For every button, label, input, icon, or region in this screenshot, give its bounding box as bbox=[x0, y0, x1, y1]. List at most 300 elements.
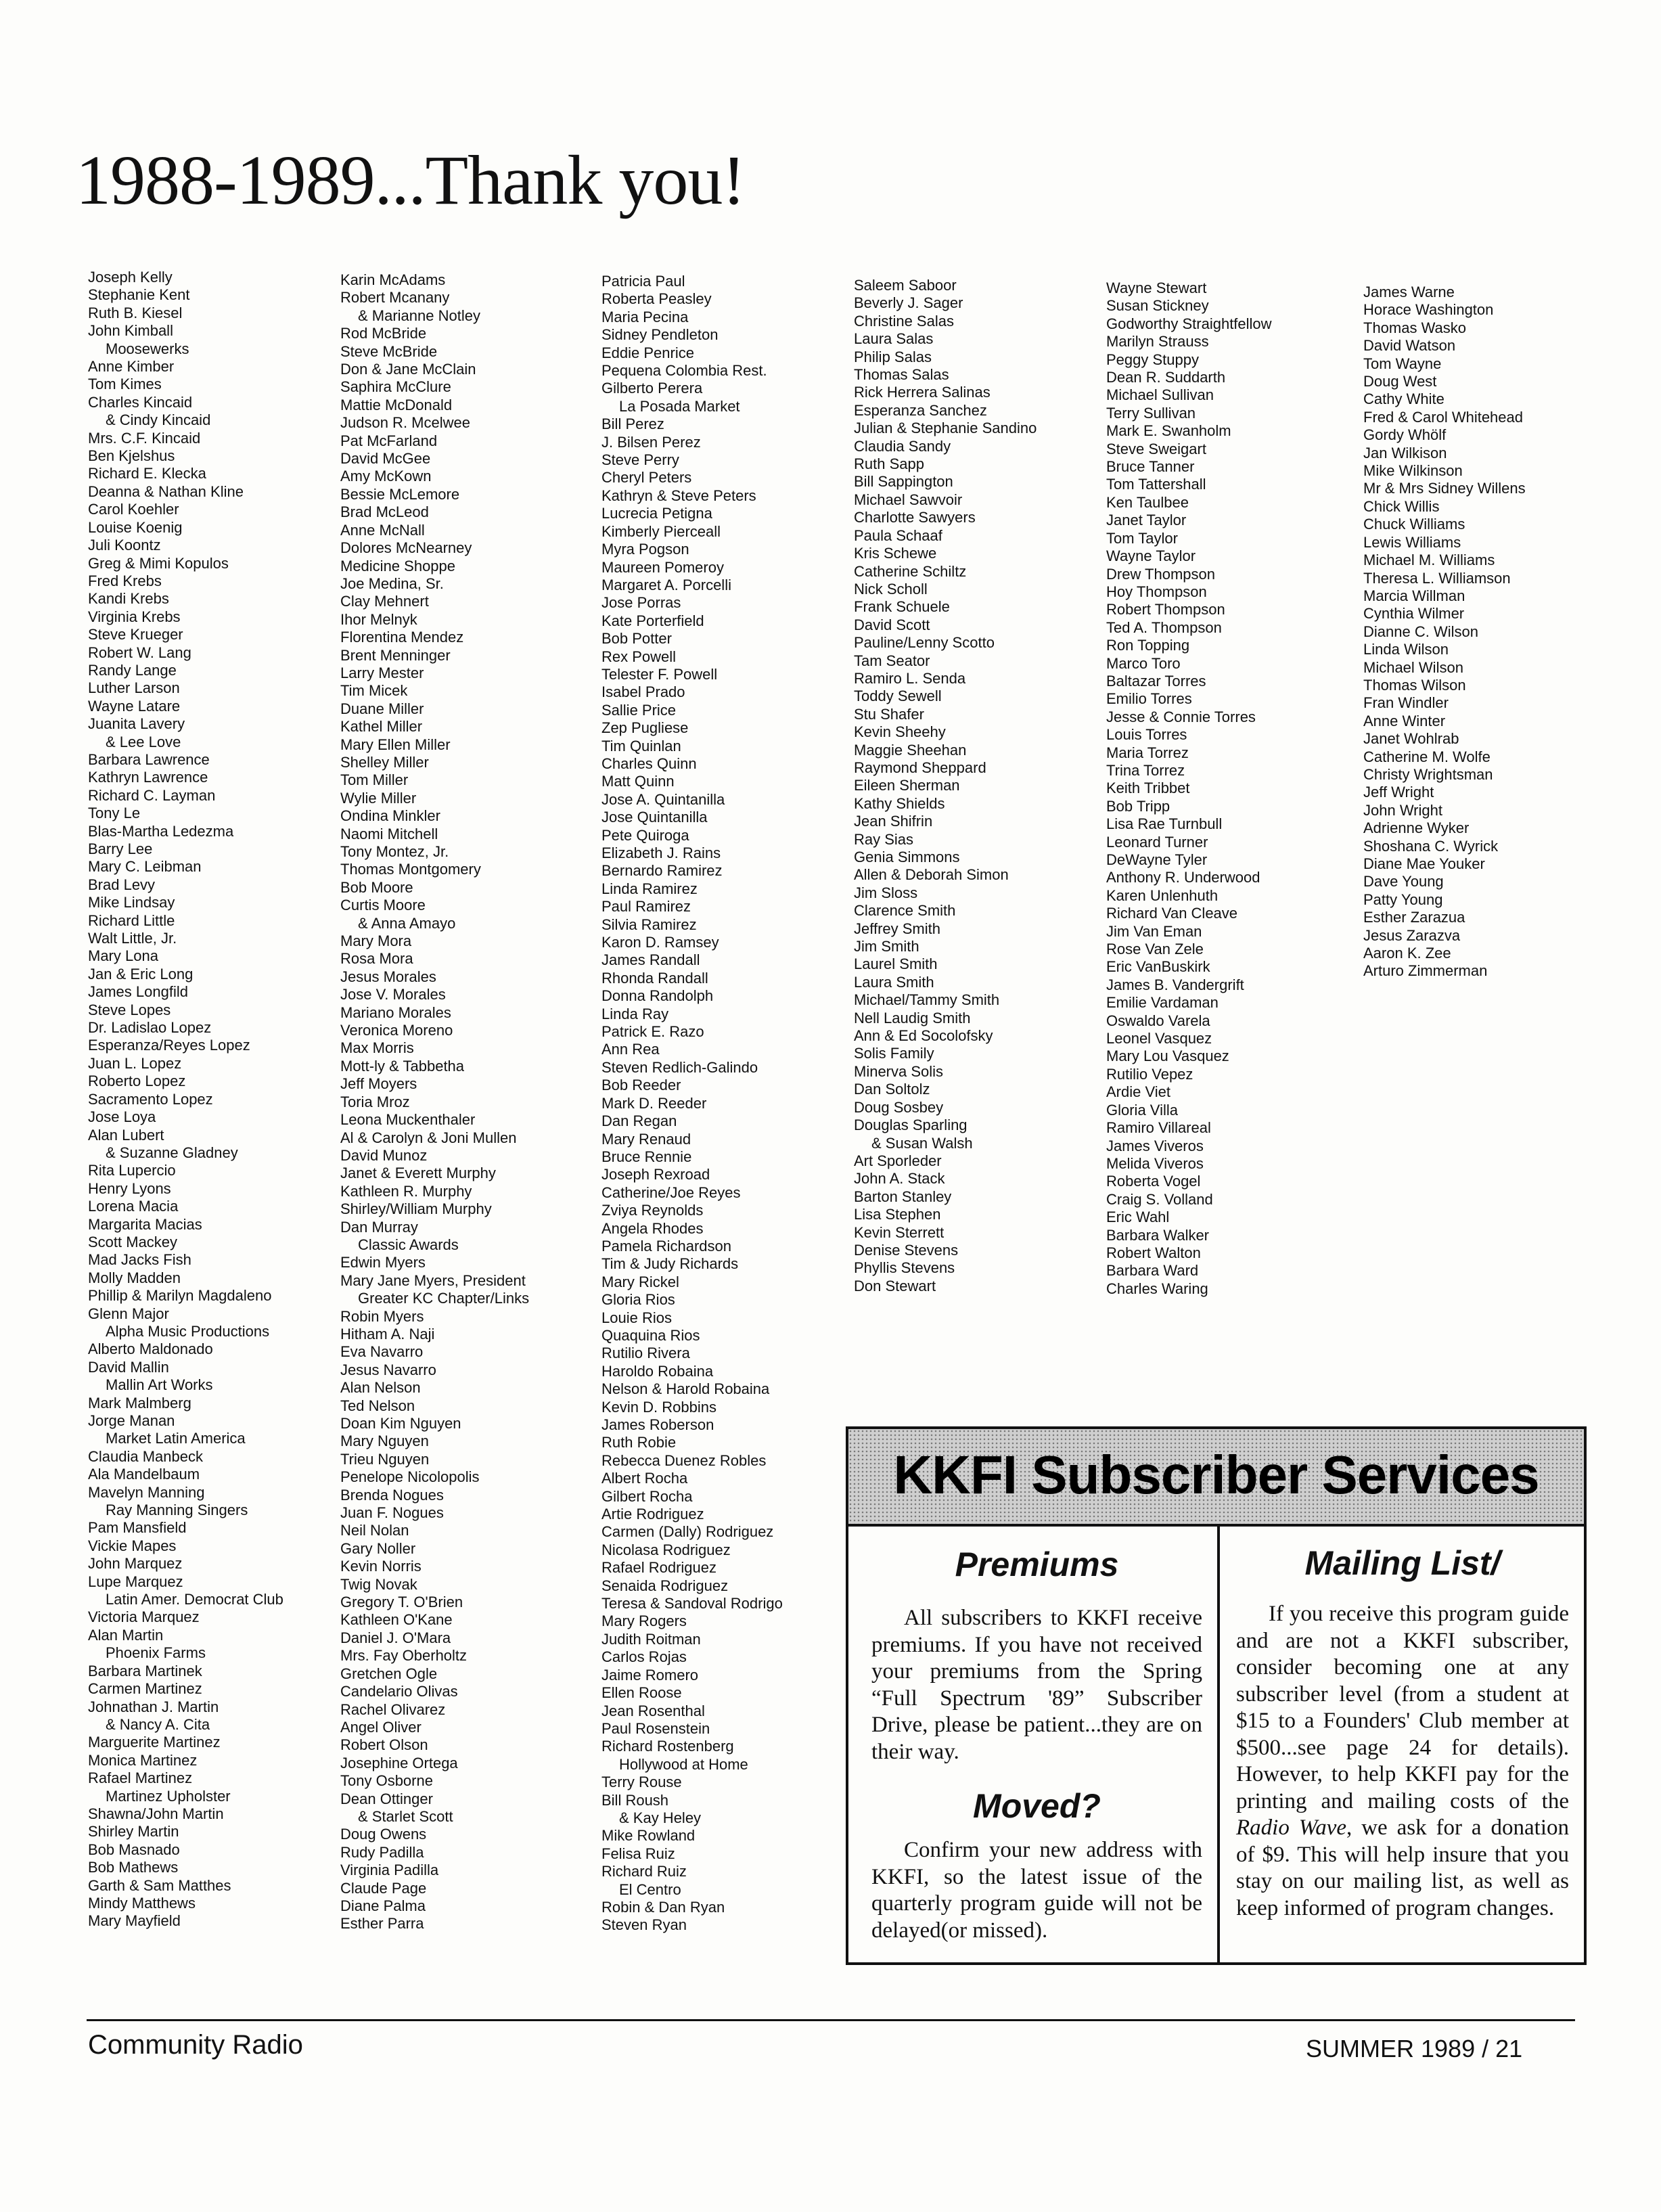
donor-name: Thomas Wilson bbox=[1363, 676, 1466, 694]
donor-name: Mary Mora bbox=[340, 932, 412, 950]
donor-name: Tam Seator bbox=[854, 652, 930, 669]
donor-name: Richard Little bbox=[88, 911, 175, 929]
donor-name: Catherine Schiltz bbox=[854, 562, 967, 580]
donor-name: Minerva Solis bbox=[854, 1062, 944, 1080]
donor-name: Edwin Myers bbox=[340, 1254, 426, 1271]
donor-name: El Centro bbox=[619, 1880, 681, 1898]
donor-name: Jose Quintanilla bbox=[601, 809, 708, 826]
donor-name: Steve Perry bbox=[601, 451, 679, 469]
donor-name: Mary Rickel bbox=[601, 1273, 679, 1290]
donor-name: Barry Lee bbox=[88, 840, 153, 857]
donor-name: Catherine/Joe Reyes bbox=[601, 1183, 741, 1201]
donor-name: Jaime Romero bbox=[601, 1666, 699, 1684]
donor-name: Kathryn & Steve Peters bbox=[601, 487, 756, 504]
donor-name: Ihor Melnyk bbox=[340, 610, 417, 628]
donor-name: Rutilio Rivera bbox=[601, 1345, 690, 1362]
donor-name: & Nancy A. Cita bbox=[106, 1715, 210, 1733]
donor-name: Rachel Olivarez bbox=[340, 1700, 446, 1718]
donor-name: Rosa Mora bbox=[340, 950, 413, 968]
donor-name: Ann Rea bbox=[601, 1041, 660, 1058]
donor-name: & Marianne Notley bbox=[358, 307, 480, 324]
donor-name: Mark D. Reeder bbox=[601, 1094, 707, 1112]
donor-name: Vickie Mapes bbox=[88, 1537, 177, 1554]
donor-name: James B. Vandergrift bbox=[1106, 976, 1244, 993]
donor-name: Robin & Dan Ryan bbox=[601, 1898, 725, 1916]
donor-name: Barbara Martinek bbox=[88, 1662, 202, 1679]
donor-name: Arturo Zimmerman bbox=[1363, 962, 1488, 980]
donor-name: Quaquina Rios bbox=[601, 1326, 700, 1344]
donor-name: Diane Mae Youker bbox=[1363, 855, 1485, 872]
donor-name: Roberta Vogel bbox=[1106, 1173, 1201, 1190]
donor-name: Mallin Art Works bbox=[106, 1376, 213, 1394]
donor-name: Chuck Williams bbox=[1363, 516, 1465, 533]
donor-name: Angela Rhodes bbox=[601, 1219, 704, 1237]
donor-name: Charlotte Sawyers bbox=[854, 509, 976, 526]
donor-name: Phoenix Farms bbox=[106, 1644, 206, 1662]
donor-name: Ray Manning Singers bbox=[106, 1502, 248, 1519]
donor-name: Mrs. Fay Oberholtz bbox=[340, 1647, 468, 1665]
donor-name: Ellen Roose bbox=[601, 1684, 682, 1702]
donor-name: Maria Pecina bbox=[601, 308, 689, 325]
donor-name: Emilie Vardaman bbox=[1106, 994, 1219, 1012]
donor-name: Randy Lange bbox=[88, 661, 177, 679]
donor-name: Bob Moore bbox=[340, 878, 413, 896]
mailing-list-text bbox=[1236, 1601, 1569, 1922]
donor-name: Artie Rodriguez bbox=[601, 1506, 704, 1523]
donor-name: Rutilio Vepez bbox=[1106, 1065, 1193, 1083]
donor-name: Wylie Miller bbox=[340, 789, 417, 807]
donor-name: Bill Sappington bbox=[854, 473, 953, 491]
donor-name: Cynthia Wilmer bbox=[1363, 605, 1465, 623]
donor-name: Drew Thompson bbox=[1106, 565, 1215, 583]
donor-name: Michael Wilson bbox=[1363, 658, 1463, 676]
donor-name: Silvia Ramirez bbox=[601, 916, 697, 933]
donor-name: Matt Quinn bbox=[601, 773, 675, 790]
donor-name: Linda Wilson bbox=[1363, 641, 1449, 658]
donor-name: Nicolasa Rodriguez bbox=[601, 1541, 731, 1558]
moved-heading: Moved? bbox=[973, 1787, 1101, 1825]
donor-name: Pat McFarland bbox=[340, 432, 438, 449]
donor-name: Bill Perez bbox=[601, 415, 664, 433]
donor-name: Fred Krebs bbox=[88, 572, 162, 589]
donor-name: Zep Pugliese bbox=[601, 719, 689, 737]
donor-name: Joseph Kelly bbox=[88, 269, 173, 286]
donor-name: Gloria Rios bbox=[601, 1291, 675, 1309]
donor-name: Ron Topping bbox=[1106, 637, 1190, 654]
donor-name: Florentina Mendez bbox=[340, 629, 464, 646]
donor-name: Luther Larson bbox=[88, 679, 180, 697]
donor-name: Tony Montez, Jr. bbox=[340, 843, 449, 860]
donor-name: Alan Lubert bbox=[88, 1126, 164, 1144]
donor-name: Gordy Whölf bbox=[1363, 426, 1447, 444]
donor-name: Martinez Upholster bbox=[106, 1787, 231, 1805]
donor-name: Ramiro L. Senda bbox=[854, 669, 966, 687]
donor-name: Denise Stevens bbox=[854, 1241, 959, 1259]
donor-name: Louie Rios bbox=[601, 1309, 672, 1326]
donor-name: Clay Mehnert bbox=[340, 593, 429, 610]
donor-name: Joe Medina, Sr. bbox=[340, 574, 444, 592]
donor-name: Jan Wilkison bbox=[1363, 444, 1447, 461]
donor-name: Esperanza Sanchez bbox=[854, 401, 987, 419]
donor-name: Karon D. Ramsey bbox=[601, 934, 719, 951]
donor-name: Molly Madden bbox=[88, 1269, 181, 1286]
donor-name: Ardie Viet bbox=[1106, 1083, 1170, 1101]
donor-name: Bruce Tanner bbox=[1106, 458, 1195, 476]
donor-name: Michael M. Williams bbox=[1363, 551, 1495, 569]
donor-name: Bruce Rennie bbox=[601, 1148, 692, 1165]
donor-name: John Wright bbox=[1363, 801, 1442, 819]
donor-name: J. Bilsen Perez bbox=[601, 433, 701, 451]
moved-text: Confirm your new address with KKFI, so the latest issue of the quarterly program guide will not be delayed(or missed). bbox=[871, 1838, 1202, 1943]
donor-name: Juanita Lavery bbox=[88, 715, 185, 733]
donor-name: Christy Wrightsman bbox=[1363, 765, 1493, 783]
donor-name: Jeffrey Smith bbox=[854, 920, 940, 937]
donor-name: Kathleen O'Kane bbox=[340, 1611, 453, 1629]
donor-name: Bob Masnado bbox=[88, 1841, 180, 1858]
donor-name: Market Latin America bbox=[106, 1430, 246, 1447]
donor-name: Blas-Martha Ledezma bbox=[88, 822, 234, 840]
donor-name: Judson R. Mcelwee bbox=[340, 414, 470, 432]
donor-name: Thomas Wasko bbox=[1363, 319, 1467, 336]
donor-name: Rita Lupercio bbox=[88, 1162, 176, 1179]
donor-name: Kevin Sheehy bbox=[854, 723, 946, 741]
donor-name: Maureen Pomeroy bbox=[601, 558, 724, 576]
subscriber-services-box bbox=[846, 1426, 1587, 1965]
donor-name: Tom Miller bbox=[340, 771, 409, 789]
donor-name: Neil Nolan bbox=[340, 1522, 409, 1539]
donor-name: Doug West bbox=[1363, 373, 1437, 390]
donor-name: Dave Young bbox=[1363, 873, 1444, 890]
mailing-list-section bbox=[1220, 1524, 1584, 1962]
donor-name: Charles Kincaid bbox=[88, 393, 193, 411]
donor-name: Patricia Paul bbox=[601, 273, 685, 290]
donor-name: Josephine Ortega bbox=[340, 1754, 458, 1771]
donor-name: Bill Roush bbox=[601, 1791, 669, 1809]
donor-name: Charles Waring bbox=[1106, 1280, 1208, 1297]
donor-name: Richard E. Klecka bbox=[88, 465, 206, 482]
donor-name: Christine Salas bbox=[854, 312, 954, 330]
donor-name: & Starlet Scott bbox=[358, 1807, 453, 1825]
donor-name: Bessie McLemore bbox=[340, 485, 460, 503]
donor-name: James Longfild bbox=[88, 983, 188, 1001]
donor-name: Terry Sullivan bbox=[1106, 404, 1196, 422]
donor-name: Allen & Deborah Simon bbox=[854, 866, 1009, 884]
donor-name: Moosewerks bbox=[106, 340, 189, 357]
donor-name: Mary Renaud bbox=[601, 1130, 691, 1148]
donor-name: Marco Toro bbox=[1106, 654, 1181, 672]
donor-name: Marcia Willman bbox=[1363, 587, 1465, 604]
donor-name: Brad McLeod bbox=[340, 503, 429, 521]
donor-name: Senaida Rodriguez bbox=[601, 1577, 729, 1594]
donor-name: Mariano Morales bbox=[340, 1003, 451, 1021]
donor-name: Mr & Mrs Sidney Willens bbox=[1363, 480, 1526, 497]
donor-name: Mary Ellen Miller bbox=[340, 736, 451, 753]
donor-name: Richard Ruiz bbox=[601, 1863, 687, 1880]
donor-name: Rebecca Duenez Robles bbox=[601, 1451, 767, 1469]
donor-name: Robert Mcanany bbox=[340, 289, 450, 307]
donor-name: Alberto Maldonado bbox=[88, 1340, 213, 1358]
donor-name: Jose V. Morales bbox=[340, 986, 446, 1003]
donor-name: Doug Owens bbox=[340, 1826, 427, 1843]
donor-name: Lisa Rae Turnbull bbox=[1106, 815, 1223, 833]
donor-name: Richard C. Layman bbox=[88, 786, 216, 804]
donor-name: Shawna/John Martin bbox=[88, 1805, 224, 1822]
donor-name: Eva Navarro bbox=[340, 1343, 424, 1361]
donor-name: Kimberly Pierceall bbox=[601, 522, 721, 540]
donor-name: Telester F. Powell bbox=[601, 665, 718, 683]
donor-name: Paul Rosenstein bbox=[601, 1719, 710, 1737]
donor-name: Greater KC Chapter/Links bbox=[358, 1290, 530, 1307]
donor-name: Juan L. Lopez bbox=[88, 1054, 182, 1072]
donor-name: James Roberson bbox=[601, 1416, 714, 1433]
donor-name: Brenda Nogues bbox=[340, 1486, 444, 1504]
donor-name: Leonard Turner bbox=[1106, 833, 1208, 851]
donor-name: Mark Malmberg bbox=[88, 1394, 191, 1412]
donor-name: Carmen Martinez bbox=[88, 1680, 202, 1698]
donor-name: Pam Mansfield bbox=[88, 1519, 187, 1537]
donor-name: Wayne Latare bbox=[88, 697, 181, 715]
donor-name: Daniel J. O'Mara bbox=[340, 1629, 451, 1646]
donor-name: James Viveros bbox=[1106, 1137, 1204, 1154]
donor-name: Mattie McDonald bbox=[340, 396, 453, 413]
donor-name: Thomas Salas bbox=[854, 366, 949, 384]
donor-name: Albert Rocha bbox=[601, 1470, 688, 1487]
donor-name: Trina Torrez bbox=[1106, 761, 1185, 779]
donor-name: Mark E. Swanholm bbox=[1106, 422, 1231, 440]
donor-name: David McGee bbox=[340, 450, 431, 468]
donor-name: Wayne Stewart bbox=[1106, 279, 1207, 296]
donor-name: Dan Murray bbox=[340, 1218, 418, 1236]
donor-name: Marilyn Strauss bbox=[1106, 333, 1209, 351]
donor-name: Dean Ottinger bbox=[340, 1790, 433, 1807]
donor-name: Alan Martin bbox=[88, 1626, 164, 1644]
donor-name: Oswaldo Varela bbox=[1106, 1012, 1210, 1029]
donor-name: Mavelyn Manning bbox=[88, 1483, 205, 1501]
donor-name: Cheryl Peters bbox=[601, 469, 692, 487]
donor-name: Robin Myers bbox=[340, 1307, 424, 1325]
donor-column-2 bbox=[340, 271, 529, 1933]
donor-name: Richard Van Cleave bbox=[1106, 905, 1238, 922]
donor-name: Dolores McNearney bbox=[340, 539, 472, 557]
donor-name: Haroldo Robaina bbox=[601, 1362, 714, 1380]
donor-name: Fred & Carol Whitehead bbox=[1363, 408, 1523, 426]
donor-name: DeWayne Tyler bbox=[1106, 851, 1208, 868]
donor-name: Emilio Torres bbox=[1106, 690, 1192, 708]
donor-name: Pete Quiroga bbox=[601, 826, 689, 844]
donor-name: Margaret A. Porcelli bbox=[601, 576, 731, 593]
donor-name: Doan Kim Nguyen bbox=[340, 1415, 461, 1432]
donor-name: Kevin Norris bbox=[340, 1558, 422, 1575]
donor-name: Barbara Ward bbox=[1106, 1262, 1199, 1280]
donor-column-3 bbox=[601, 273, 783, 1935]
donor-name: Mary Rogers bbox=[601, 1612, 687, 1630]
subscriber-services-header bbox=[848, 1429, 1584, 1527]
donor-name: Bob Tripp bbox=[1106, 797, 1170, 815]
donor-name: Dan Regan bbox=[601, 1112, 677, 1130]
donor-name: Mary Lona bbox=[88, 947, 158, 965]
donor-name: Mary Lou Vasquez bbox=[1106, 1047, 1229, 1065]
donor-name: Clarence Smith bbox=[854, 902, 956, 920]
donor-name: Steve McBride bbox=[340, 342, 438, 360]
donor-name: Curtis Moore bbox=[340, 897, 426, 914]
donor-name: Jose A. Quintanilla bbox=[601, 790, 725, 808]
donor-name: Ruth Robie bbox=[601, 1434, 677, 1451]
donor-name: Walt Little, Jr. bbox=[88, 930, 177, 947]
donor-name: Max Morris bbox=[340, 1039, 414, 1057]
donor-name: Janet Taylor bbox=[1106, 512, 1187, 529]
donor-name: Mindy Matthews bbox=[88, 1894, 196, 1912]
donor-name: Bob Potter bbox=[601, 630, 672, 648]
donor-name: Tom Kimes bbox=[88, 376, 162, 393]
donor-name: Sidney Pendleton bbox=[601, 326, 719, 344]
donor-name: Eric Wahl bbox=[1106, 1209, 1170, 1226]
donor-name: Amy McKown bbox=[340, 468, 432, 485]
donor-name: Sacramento Lopez bbox=[88, 1090, 213, 1108]
donor-name: Theresa L. Williamson bbox=[1363, 569, 1511, 587]
donor-name: Leona Muckenthaler bbox=[340, 1111, 476, 1129]
donor-name: Nell Laudig Smith bbox=[854, 1009, 971, 1026]
donor-name: Felisa Ruiz bbox=[601, 1845, 675, 1862]
page-title: 1988-1989...Thank you! bbox=[76, 141, 745, 219]
donor-name: Stu Shafer bbox=[854, 705, 924, 723]
donor-name: Esther Zarazua bbox=[1363, 909, 1465, 926]
donor-name: Jesus Morales bbox=[340, 968, 436, 985]
donor-name: Terry Rouse bbox=[601, 1774, 682, 1791]
donor-name: Bob Mathews bbox=[88, 1859, 179, 1876]
donor-name: James Warne bbox=[1363, 284, 1455, 300]
donor-name: Dan Soltolz bbox=[854, 1081, 930, 1098]
donor-name: Steven Redlich-Galindo bbox=[601, 1058, 758, 1076]
donor-name: Maria Torrez bbox=[1106, 744, 1189, 761]
donor-name: Don Stewart bbox=[854, 1277, 936, 1294]
donor-name: Jim Sloss bbox=[854, 884, 918, 901]
donor-name: Julian & Stephanie Sandino bbox=[854, 420, 1037, 437]
donor-name: Dean R. Suddarth bbox=[1106, 369, 1226, 386]
donor-name: Hollywood at Home bbox=[619, 1755, 748, 1773]
donor-name: Richard Rostenberg bbox=[601, 1738, 734, 1755]
donor-name: Michael/Tammy Smith bbox=[854, 991, 1000, 1009]
donor-name: Jeff Moyers bbox=[340, 1075, 417, 1093]
donor-name: Stephanie Kent bbox=[88, 286, 190, 304]
donor-column-4 bbox=[854, 277, 1037, 1295]
donor-name: Duane Miller bbox=[340, 700, 424, 717]
donor-name: Steve Krueger bbox=[88, 626, 183, 644]
donor-name: Larry Mester bbox=[340, 664, 424, 681]
donor-name: Aaron K. Zee bbox=[1363, 945, 1451, 962]
donor-name: Kathy Shields bbox=[854, 794, 945, 812]
donor-name: Lucrecia Petigna bbox=[601, 505, 712, 522]
donor-name: Veronica Moreno bbox=[340, 1022, 453, 1039]
donor-name: Scott Mackey bbox=[88, 1233, 178, 1250]
donor-name: Mott-ly & Tabbetha bbox=[340, 1057, 465, 1075]
donor-name: Keith Tribbet bbox=[1106, 780, 1190, 797]
premiums-section bbox=[848, 1524, 1217, 1962]
donor-name: David Scott bbox=[854, 616, 930, 633]
donor-name: Horace Washington bbox=[1363, 301, 1494, 319]
donor-name: Carmen (Dally) Rodriguez bbox=[601, 1523, 774, 1541]
donor-name: Jim Smith bbox=[854, 938, 919, 955]
donor-name: Laurel Smith bbox=[854, 955, 938, 973]
donor-name: Michael Sullivan bbox=[1106, 386, 1214, 404]
donor-name: Cathy White bbox=[1363, 390, 1444, 408]
donor-name: Al & Carolyn & Joni Mullen bbox=[340, 1129, 517, 1146]
donor-name: Don & Jane McClain bbox=[340, 361, 476, 378]
donor-name: Philip Salas bbox=[854, 348, 932, 365]
donor-name: Toddy Sewell bbox=[854, 687, 942, 705]
donor-name: Craig S. Volland bbox=[1106, 1190, 1213, 1208]
donor-name: Hitham A. Naji bbox=[340, 1325, 435, 1342]
donor-name: Tom Wayne bbox=[1363, 355, 1442, 372]
donor-name: Phyllis Stevens bbox=[854, 1259, 955, 1277]
donor-name: Thomas Montgomery bbox=[340, 861, 481, 878]
donor-name: Jan & Eric Long bbox=[88, 965, 194, 983]
donor-name: Dianne C. Wilson bbox=[1363, 623, 1478, 640]
donor-name: Mike Wilkinson bbox=[1363, 462, 1463, 480]
donor-name: Leonel Vasquez bbox=[1106, 1030, 1212, 1047]
donor-name: Eric VanBuskirk bbox=[1106, 958, 1210, 976]
donor-name: Judith Roitman bbox=[601, 1630, 701, 1648]
donor-name: Eddie Penrice bbox=[601, 344, 694, 361]
donor-name: John A. Stack bbox=[854, 1170, 945, 1188]
donor-name: David Watson bbox=[1363, 337, 1456, 355]
donor-name: Jeff Wright bbox=[1363, 784, 1434, 801]
donor-name: Nick Scholl bbox=[854, 580, 928, 597]
donor-name: Nelson & Harold Robaina bbox=[601, 1380, 770, 1398]
donor-name: Dr. Ladislao Lopez bbox=[88, 1019, 212, 1037]
donor-name: Kevin Sterrett bbox=[854, 1223, 945, 1241]
donor-name: Tom Taylor bbox=[1106, 529, 1178, 547]
donor-column-6 bbox=[1363, 284, 1526, 980]
donor-name: Gary Noller bbox=[340, 1539, 416, 1557]
donor-name: Saleem Saboor bbox=[854, 277, 957, 294]
donor-name: Robert W. Lang bbox=[88, 644, 191, 661]
donor-name: Garth & Sam Matthes bbox=[88, 1876, 231, 1894]
donor-name: Deanna & Nathan Kline bbox=[88, 482, 244, 500]
donor-name: Eileen Sherman bbox=[854, 777, 960, 794]
donor-name: Barbara Lawrence bbox=[88, 750, 210, 768]
donor-name: Patrick E. Razo bbox=[601, 1023, 704, 1041]
donor-name: Raymond Sheppard bbox=[854, 759, 986, 776]
donor-name: Laura Smith bbox=[854, 973, 934, 991]
donor-name: James Randall bbox=[601, 951, 700, 969]
donor-name: Latin Amer. Democrat Club bbox=[106, 1591, 283, 1608]
donor-name: Kandi Krebs bbox=[88, 590, 169, 608]
donor-name: John Marquez bbox=[88, 1555, 183, 1573]
donor-name: Joseph Rexroad bbox=[601, 1166, 710, 1183]
donor-name: Jesse & Connie Torres bbox=[1106, 708, 1256, 725]
donor-name: Shelley Miller bbox=[340, 753, 429, 771]
donor-name: Fran Windler bbox=[1363, 694, 1449, 712]
donor-name: Anthony R. Underwood bbox=[1106, 869, 1260, 886]
donor-name: Elizabeth J. Rains bbox=[601, 844, 721, 861]
donor-name: Sallie Price bbox=[601, 701, 677, 719]
donor-name: Douglas Sparling bbox=[854, 1116, 968, 1134]
donor-name: Trieu Nguyen bbox=[340, 1450, 430, 1468]
donor-name: Rafael Rodriguez bbox=[601, 1559, 716, 1577]
donor-name: Anne Kimber bbox=[88, 358, 175, 376]
donor-name: Angel Oliver bbox=[340, 1718, 422, 1736]
donor-name: Twig Novak bbox=[340, 1575, 417, 1593]
donor-name: Pauline/Lenny Scotto bbox=[854, 634, 995, 652]
donor-name: Mike Lindsay bbox=[88, 894, 175, 911]
donor-name: Roberto Lopez bbox=[88, 1073, 186, 1090]
donor-name: Pequena Colombia Rest. bbox=[601, 362, 767, 380]
donor-name: Saphira McClure bbox=[340, 378, 451, 396]
donor-name: Kathel Miller bbox=[340, 718, 423, 736]
donor-name: Glenn Major bbox=[88, 1305, 169, 1322]
donor-name: Juan F. Nogues bbox=[340, 1504, 444, 1522]
donor-name: Steven Ryan bbox=[601, 1916, 687, 1934]
